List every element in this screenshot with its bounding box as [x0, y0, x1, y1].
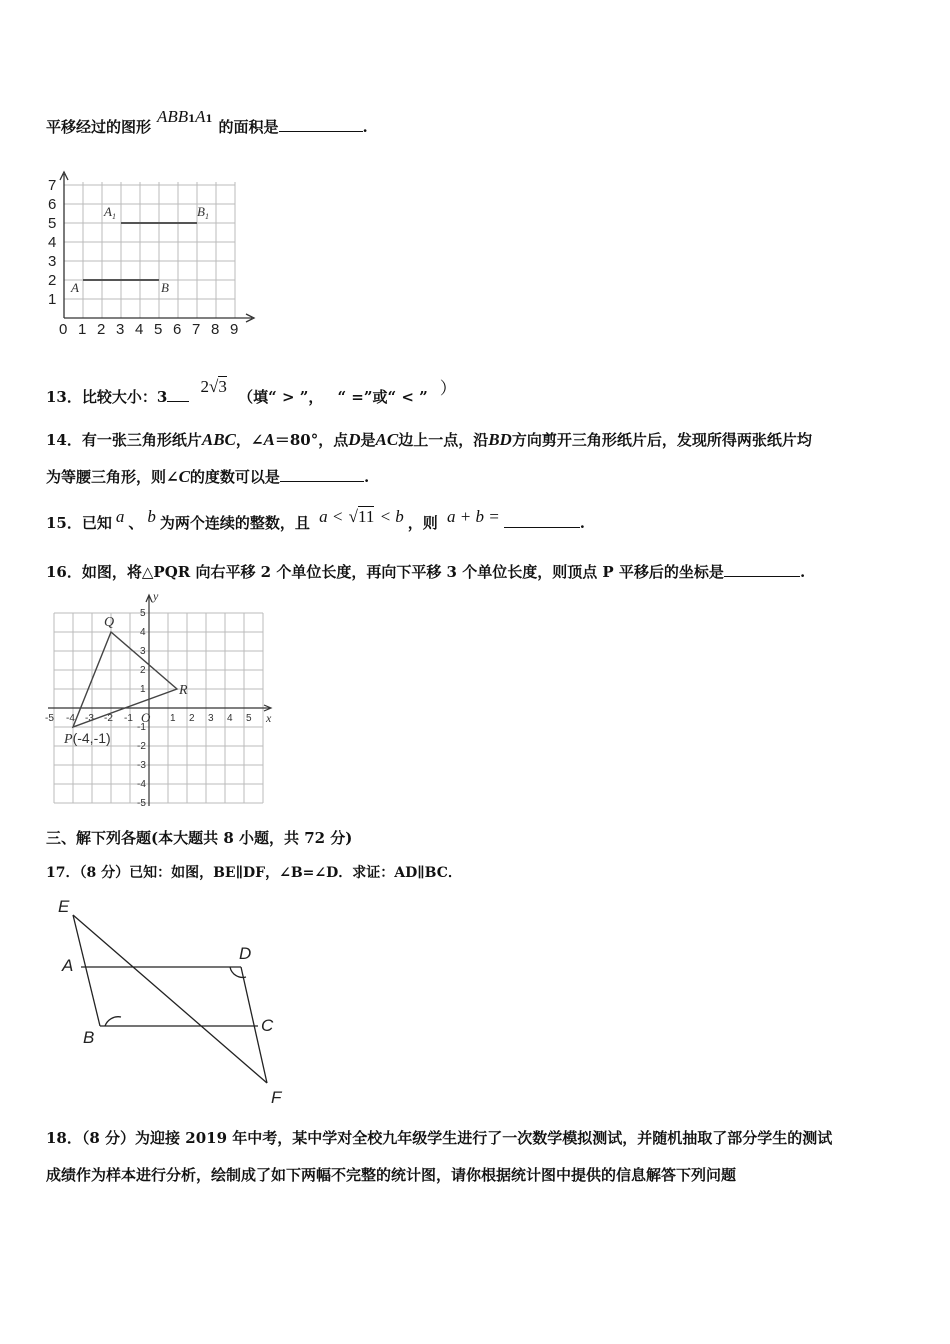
y-tick-labels	[48, 177, 56, 308]
q14-seg-bd: BD	[488, 430, 512, 449]
q15-sum: a + b =	[447, 507, 500, 526]
q13-num: 13．比较大小：3	[46, 388, 168, 406]
q12-end: .	[362, 118, 368, 136]
q13-coef: 2	[200, 377, 210, 396]
x-tick: 1	[170, 713, 176, 724]
question-15	[46, 507, 585, 533]
question-13	[46, 377, 457, 407]
x-tick: -1	[124, 713, 133, 724]
q14-text: 的度数可以是	[189, 468, 280, 486]
q14-text: 为等腰三角形，则∠	[46, 468, 179, 486]
question-16	[46, 561, 805, 582]
x-tick: -2	[104, 713, 113, 724]
q12-formula-sub1: 1	[188, 114, 196, 125]
label-p	[63, 730, 111, 747]
sqrt-icon: √	[348, 507, 358, 526]
question-14-line1	[46, 429, 812, 450]
axes	[48, 595, 271, 806]
x-tick: 7	[192, 321, 201, 338]
q14-text: 是	[360, 431, 376, 449]
q12-formula-abb: ABB	[157, 107, 189, 126]
q12-formula-sub2: 1	[205, 114, 213, 125]
label-c: C	[261, 1016, 274, 1035]
x-tick: -4	[66, 713, 75, 724]
q13-hint-open: （填	[238, 388, 269, 406]
x-tick: -5	[45, 713, 54, 724]
q15-then: ，则	[407, 514, 438, 532]
x-tick: 3	[116, 321, 125, 338]
label-a: A	[71, 280, 79, 295]
sqrt-icon: √	[209, 377, 219, 396]
x-tick: 8	[211, 321, 220, 338]
y-tick: 7	[48, 177, 57, 194]
q14-angle-c: C	[178, 467, 190, 486]
grid-lines	[64, 182, 235, 318]
q13-radicand: 3	[218, 377, 227, 396]
label-b1	[197, 204, 209, 221]
x-tick: -3	[85, 713, 94, 724]
x-tick: 4	[227, 713, 233, 724]
y-tick: 5	[140, 608, 146, 619]
angle-b-arc	[105, 1017, 121, 1026]
parallelogram-figure	[55, 895, 305, 1110]
x-axis-label: x	[266, 711, 272, 725]
question-12-tail	[46, 107, 368, 137]
label-p-coord: (-4,-1)	[72, 730, 111, 746]
q16-text: 16．如图，将△PQR 向右平移 2 个单位长度，再向下平移 3 个单位长度，则顶点 P 平移后的坐标是	[46, 563, 724, 581]
y-tick: 3	[140, 646, 146, 657]
x-tick: 2	[189, 713, 195, 724]
q14-angle-a: A	[263, 430, 275, 449]
q15-var-a: a	[115, 507, 125, 526]
label-a1-letter: A	[104, 204, 112, 219]
x-tick: 0	[59, 321, 68, 338]
q12-formula-a: A	[195, 107, 206, 126]
q15-radicand: 11	[357, 507, 375, 526]
q18-text-line2: 成绩作为样本进行分析，绘制成了如下两幅不完整的统计图，请你根据统计图中提供的信息解答下列问题	[46, 1166, 737, 1184]
question-14-line2	[46, 466, 369, 487]
label-p-letter: P	[64, 732, 73, 747]
y-tick: 2	[140, 665, 146, 676]
q13-sep1: ，	[308, 388, 324, 406]
q14-point-d: D	[348, 430, 361, 449]
x-tick: 5	[246, 713, 252, 724]
q15-var-b: b	[147, 507, 156, 526]
q14-end: .	[363, 468, 370, 486]
y-tick: -2	[137, 741, 146, 752]
q15-text: 为两个连续的整数，且	[159, 514, 310, 532]
q12-prefix: 平移经过的图形	[46, 118, 152, 136]
q13-opt-eq: “ =”	[337, 388, 373, 406]
y-tick: 5	[48, 215, 57, 232]
y-tick: 1	[140, 684, 146, 695]
label-a: A	[62, 956, 74, 975]
y-tick: 4	[48, 234, 57, 251]
q17-text: 17．（8 分）已知：如图，BE∥DF，∠B=∠D．求证：AD∥BC．	[46, 865, 462, 881]
y-tick: 6	[48, 196, 57, 213]
label-d: D	[239, 944, 252, 963]
q15-end: .	[579, 514, 585, 532]
section-3-title-text: 三、解下列各题(本大题共 8 小题，共 72 分)	[46, 829, 353, 847]
q16-end: .	[799, 563, 806, 581]
x-tick: 5	[154, 321, 163, 338]
question-17	[46, 862, 462, 882]
line-eb	[73, 915, 100, 1026]
q14-seg-ac: AC	[375, 430, 399, 449]
y-tick: 2	[48, 272, 57, 289]
q14-text: 14．有一张三角形纸片	[46, 431, 202, 449]
answer-blank	[279, 117, 363, 132]
q13-opt-gt: “ > ”	[268, 388, 309, 406]
y-tick: -3	[137, 760, 146, 771]
q14-text: 边上一点，沿	[398, 431, 489, 449]
answer-blank	[504, 513, 580, 528]
label-b1-letter: B	[197, 204, 205, 219]
y-tick: -1	[137, 722, 146, 733]
q13-opt-lt: “ < ”	[387, 388, 428, 406]
coordinate-plane-pqr-figure	[44, 588, 280, 810]
q14-text: 方向剪开三角形纸片后，发现所得两张纸片均	[511, 431, 812, 449]
origin-label: O	[141, 710, 151, 725]
label-e: E	[58, 897, 70, 916]
q15-dun: 、	[128, 514, 144, 532]
q18-text-line1: 18．（8 分）为迎接 2019 年中考，某中学对全校九年级学生进行了一次数学模拟测试，并随机抽取了部分学生的测试	[46, 1129, 833, 1147]
question-18-line2	[46, 1164, 736, 1185]
section-3-title	[46, 827, 352, 848]
y-tick: -5	[137, 798, 146, 809]
x-tick: 4	[135, 321, 144, 338]
q12-suffix: 的面积是	[218, 118, 279, 136]
answer-blank	[167, 387, 189, 402]
q15-inequality	[319, 508, 404, 526]
label-b: B	[83, 1028, 95, 1047]
line-ef	[73, 915, 267, 1083]
y-tick: 3	[48, 253, 57, 270]
y-tick: -4	[137, 779, 146, 790]
y-tick: 1	[48, 291, 57, 308]
translation-grid-figure	[40, 168, 270, 340]
label-q: Q	[104, 615, 115, 630]
y-axis-label: y	[153, 589, 159, 603]
x-tick: 9	[230, 321, 239, 338]
q14-abc: ABC	[201, 430, 236, 449]
label-a1	[103, 204, 116, 221]
x-tick-labels	[59, 321, 238, 338]
question-18-line1	[46, 1127, 832, 1148]
q14-text: ，∠	[235, 431, 264, 449]
label-a1-sub: 1	[111, 212, 116, 221]
q14-text: ＝80°，点	[274, 431, 349, 449]
q15-ineq-left: a <	[319, 507, 344, 526]
figure-lines	[73, 915, 267, 1083]
x-tick: 3	[208, 713, 214, 724]
q15-ineq-right: < b	[379, 507, 404, 526]
q13-sep2: 或	[372, 388, 388, 406]
label-f: F	[271, 1088, 282, 1107]
q13-hint-close: ）	[439, 379, 457, 398]
answer-blank	[280, 467, 364, 482]
answer-blank	[724, 562, 800, 577]
q15-num: 15．已知	[46, 514, 112, 532]
x-tick: 6	[173, 321, 182, 338]
q13-radical	[201, 378, 227, 396]
x-tick: 1	[78, 321, 87, 338]
label-b1-sub: 1	[204, 212, 209, 221]
label-b: B	[161, 280, 169, 295]
q12-figure-formula	[157, 108, 212, 126]
y-tick: 4	[140, 627, 146, 638]
label-r: R	[179, 683, 188, 698]
x-tick: 2	[97, 321, 106, 338]
